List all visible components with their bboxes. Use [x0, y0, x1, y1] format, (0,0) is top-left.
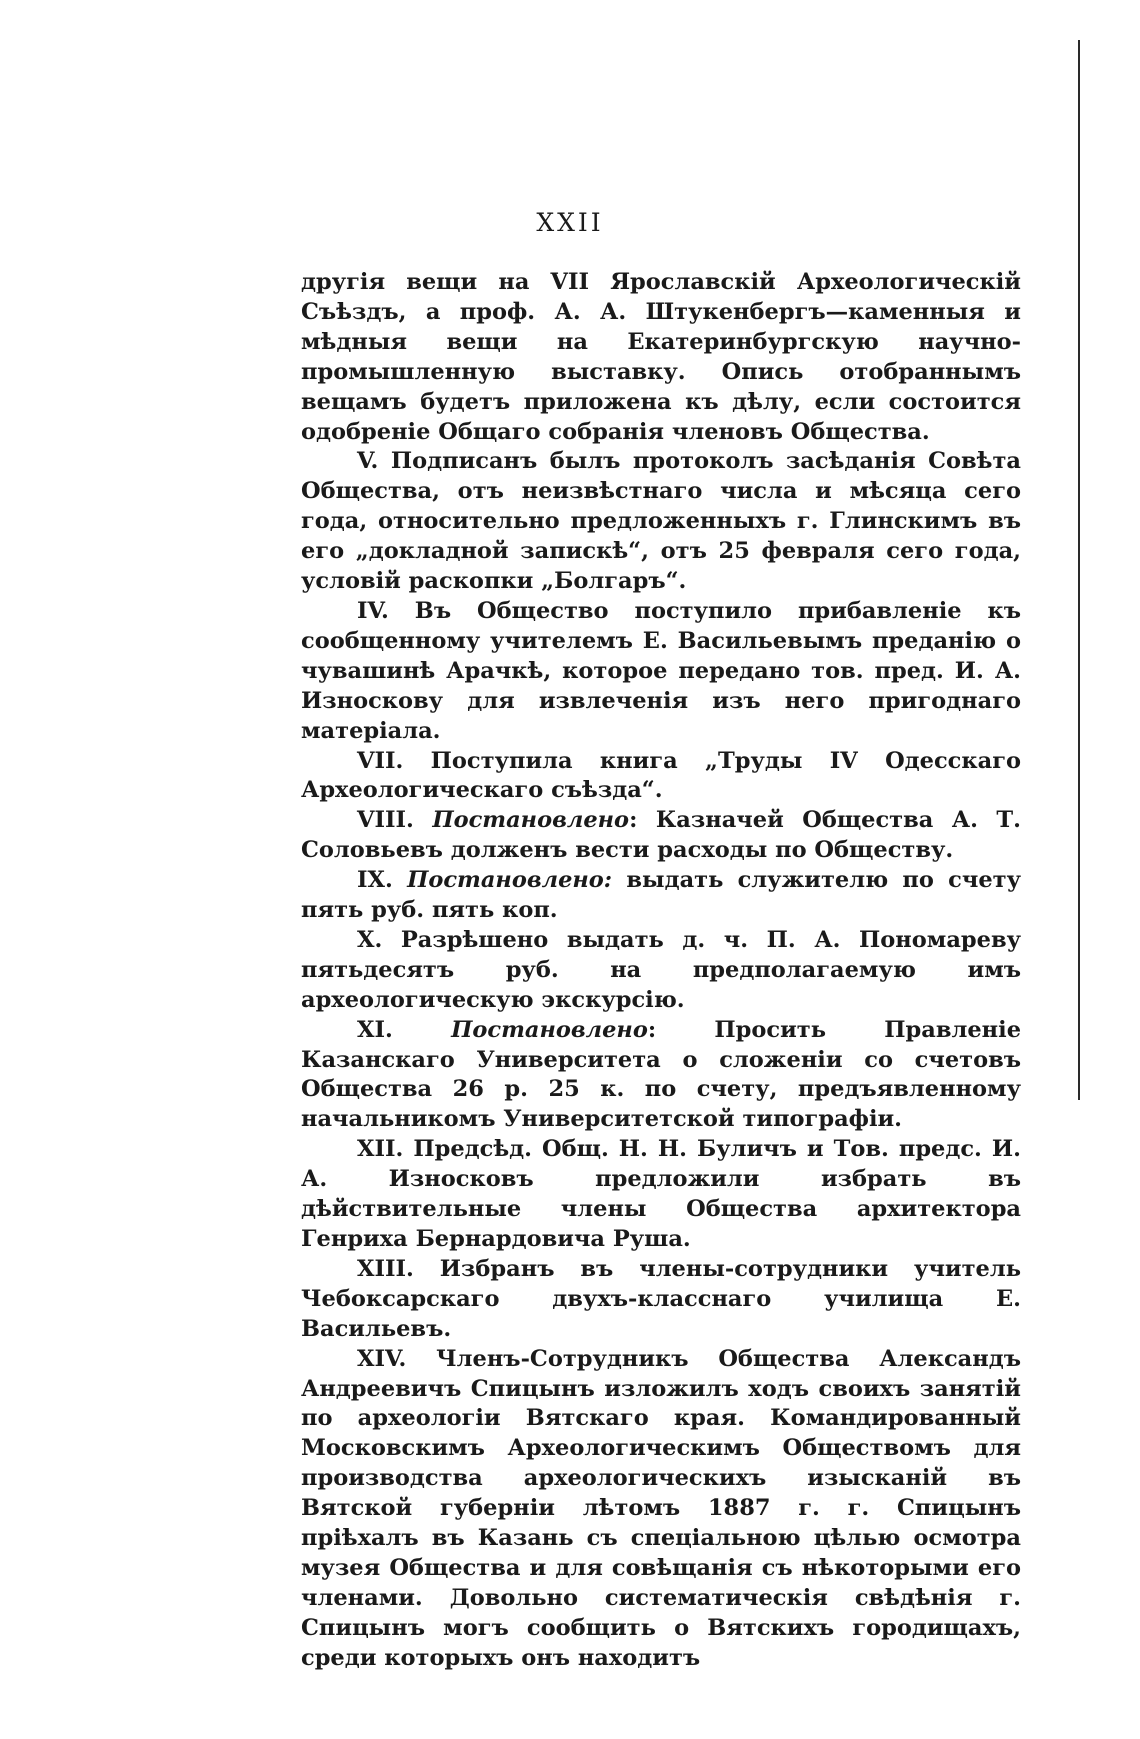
body-text [301, 268, 1021, 1674]
paragraph-item-x: X. Разрѣшено выдать д. ч. П. А. Пономареву пятьдесятъ руб. на предполагаемую имъ археологическую экскурсію. [301, 926, 1021, 1013]
paragraph-item-viii [301, 806, 1021, 866]
paragraph-item-xii: XII. Предсѣд. Общ. Н. Н. Буличъ и Тов. предс. И. А. Износковъ предложили избрать въ дѣйствительные члены Общества архитектора Генриха Бернардовича Руша. [301, 1136, 1021, 1252]
item-number: XI. [357, 1016, 452, 1043]
decree-word: Постановлено: [407, 867, 613, 894]
paragraph-item-v: V. Подписанъ былъ протоколъ засѣданія Совѣта Общества, отъ неизвѣстнаго числа и мѣсяца сего года, относительно предложенныхъ г. Глинскимъ въ его „докладной запискѣ“, отъ 25 февраля сего года, условій раскопки „Болгаръ“. [301, 448, 1021, 595]
item-text: : Казначей Общества А. Т. Соловьевъ долженъ вести расходы по Обществу. [301, 807, 1021, 864]
item-text: выдать служителю по счету пять руб. пять коп. [301, 867, 1021, 924]
item-number: IX. [357, 867, 408, 894]
paragraph-item-xi [301, 1016, 1021, 1136]
paragraph-continuation: другія вещи на VII Ярославскій Археологическій Съѣздъ, а проф. А. А. Штукенбергъ—каменныя и мѣдныя вещи на Екатеринбургскую научно-промышленную выставку. Опись отобраннымъ вещамъ будетъ приложена къ дѣлу, если состоится одобреніе Общаго собранія членовъ Общества. [301, 269, 1021, 445]
paragraph-item-xiv: XIV. Членъ-Сотрудникъ Общества Александъ Андреевичъ Спицынъ изложилъ ходъ своихъ занятій по археологіи Вятскаго края. Командированный Московскимъ Археологическимъ Обществомъ для производства археологическихъ изысканій въ Вятской губерніи лѣтомъ 1887 г. г. Спицынъ пріѣхалъ въ Казань съ спеціальною цѣлью осмотра музея Общества и для совѣщанія съ нѣкоторыми его членами. Довольно систематическія свѣдѣнія г. Спицынъ могъ сообщить о Вятскихъ городищахъ, среди которыхъ онъ находитъ [301, 1345, 1021, 1671]
page-edge-line [1078, 40, 1080, 1100]
page-number: XXII [536, 208, 604, 237]
item-number: VIII. [357, 807, 433, 834]
paragraph-item-iv: IV. Въ Общество поступило прибавленіе къ сообщенному учителемъ Е. Васильевымъ преданію о чувашинѣ Арачкѣ, которое передано тов. пред. И. А. Износкову для извлеченія изъ него пригоднаго матеріала. [301, 597, 1021, 744]
decree-word: Постановлено [451, 1016, 648, 1043]
decree-word: Постановлено [432, 807, 630, 834]
item-text: : Просить Правленіе Казанскаго Университета о сложеніи со счетовъ Общества 26 р. 25 к. по счету, предъявленному начальникомъ Университетской типографіи. [301, 1016, 1022, 1133]
paragraph-item-xiii: XIII. Избранъ въ члены-сотрудники учитель Чебоксарскаго двухъ-класснаго училища Е. Васильевъ. [301, 1255, 1021, 1342]
paragraph-item-ix [301, 866, 1021, 926]
paragraph-item-vii: VII. Поступила книга „Труды IV Одесскаго Археологическаго съѣзда“. [301, 747, 1021, 804]
